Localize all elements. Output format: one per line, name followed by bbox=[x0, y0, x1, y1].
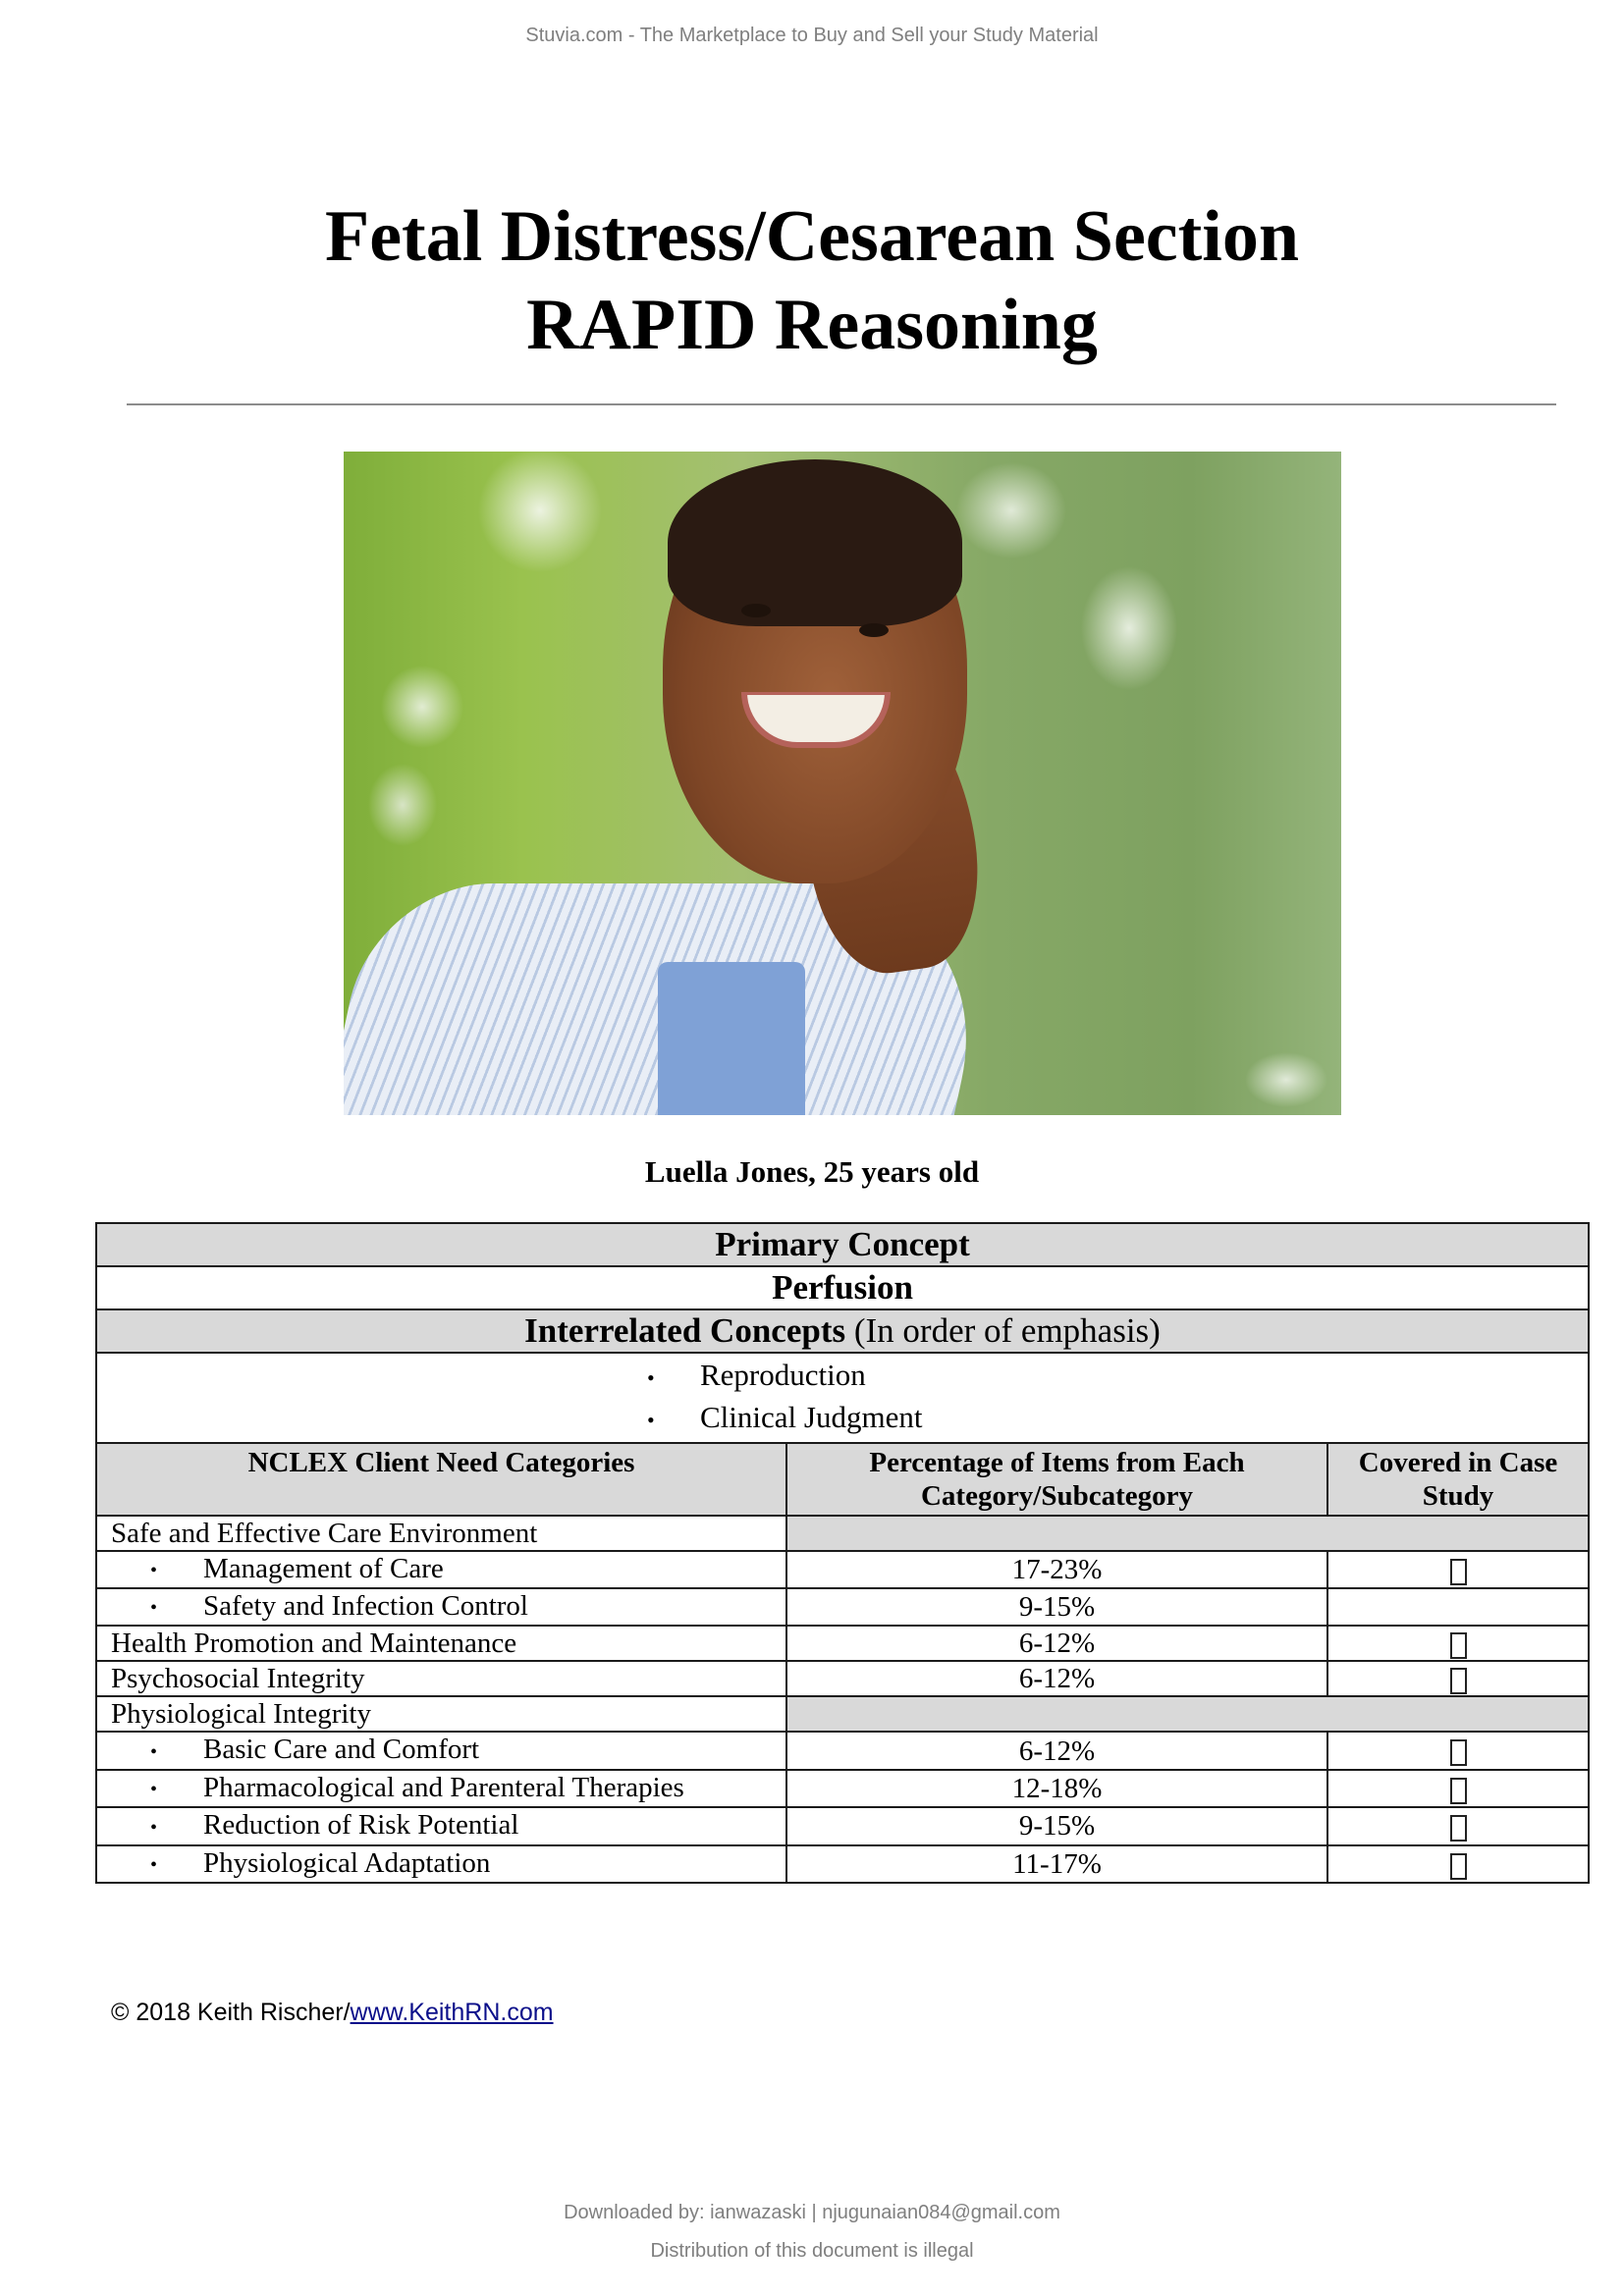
photo-collar bbox=[658, 962, 805, 1115]
nclex-row bbox=[96, 1661, 1589, 1696]
primary-concept-header-row bbox=[96, 1223, 1589, 1266]
bullet-icon: • bbox=[150, 1779, 158, 1801]
nclex-category-label: Psychosocial Integrity bbox=[111, 1663, 365, 1695]
nclex-category-cell bbox=[96, 1770, 786, 1807]
concepts-table bbox=[95, 1222, 1590, 1884]
nclex-percentage-cell: 12-18% bbox=[786, 1770, 1327, 1807]
interrelated-item-label: Clinical Judgment bbox=[700, 1399, 923, 1434]
nclex-row bbox=[96, 1626, 1589, 1661]
copyright-line bbox=[111, 1999, 554, 2027]
photo-eye-left bbox=[741, 604, 771, 617]
nclex-percentage-cell: 6-12% bbox=[786, 1626, 1327, 1661]
nclex-covered-cell bbox=[1327, 1770, 1589, 1807]
nclex-covered-cell bbox=[1327, 1588, 1589, 1626]
nclex-category-label: Basic Care and Comfort bbox=[203, 1734, 480, 1766]
primary-concept-header: Primary Concept bbox=[96, 1223, 1589, 1266]
nclex-category-label: Physiological Adaptation bbox=[203, 1846, 491, 1879]
nclex-header-row bbox=[96, 1443, 1589, 1516]
nclex-category-label: Safety and Infection Control bbox=[203, 1590, 528, 1623]
nclex-category-label: Management of Care bbox=[203, 1552, 444, 1584]
nclex-covered-cell bbox=[1327, 1551, 1589, 1588]
nclex-category-cell bbox=[96, 1516, 786, 1551]
bullet-icon: • bbox=[150, 1740, 158, 1763]
nclex-row bbox=[96, 1807, 1589, 1844]
nclex-category-label: Safe and Effective Care Environment bbox=[111, 1517, 538, 1549]
check-box-icon bbox=[1450, 1815, 1467, 1842]
nclex-category-shaded-cell bbox=[786, 1516, 1589, 1551]
check-box-icon bbox=[1450, 1853, 1467, 1880]
nclex-row bbox=[96, 1551, 1589, 1588]
patient-photo bbox=[344, 452, 1341, 1115]
title-line-1: Fetal Distress/Cesarean Section bbox=[325, 196, 1299, 277]
primary-concept-value-row bbox=[96, 1266, 1589, 1309]
nclex-percentage-cell: 6-12% bbox=[786, 1661, 1327, 1696]
check-box-icon bbox=[1450, 1778, 1467, 1804]
primary-concept-value: Perfusion bbox=[96, 1266, 1589, 1309]
nclex-covered-cell bbox=[1327, 1807, 1589, 1844]
interrelated-item bbox=[97, 1398, 1588, 1440]
nclex-category-cell bbox=[96, 1626, 786, 1661]
distribution-notice: Distribution of this document is illegal bbox=[650, 2240, 974, 2262]
nclex-percentage-cell: 17-23% bbox=[786, 1551, 1327, 1588]
bullet-icon: • bbox=[150, 1853, 158, 1876]
interrelated-header-row bbox=[96, 1309, 1589, 1353]
check-box-icon bbox=[1450, 1632, 1467, 1659]
nclex-covered-cell bbox=[1327, 1732, 1589, 1769]
nclex-covered-cell bbox=[1327, 1626, 1589, 1661]
interrelated-item bbox=[97, 1356, 1588, 1398]
nclex-category-label: Reduction of Risk Potential bbox=[203, 1809, 519, 1842]
nclex-category-shaded-cell bbox=[786, 1696, 1589, 1732]
bullet-icon: • bbox=[150, 1560, 158, 1582]
check-box-icon bbox=[1450, 1559, 1467, 1585]
nclex-percentage-cell: 6-12% bbox=[786, 1732, 1327, 1769]
nclex-percentage-cell: 9-15% bbox=[786, 1588, 1327, 1626]
nclex-category-cell bbox=[96, 1732, 786, 1769]
nclex-row bbox=[96, 1588, 1589, 1626]
downloaded-by-notice: Downloaded by: ianwazaski | njugunaian084@gmail.com bbox=[564, 2202, 1060, 2223]
interrelated-list-row bbox=[96, 1353, 1589, 1443]
stuvia-watermark-header: Stuvia.com - The Marketplace to Buy and Sell your Study Material bbox=[525, 25, 1099, 46]
nclex-row bbox=[96, 1732, 1589, 1769]
nclex-col-header-percentage: Percentage of Items from Each Category/Subcategory bbox=[786, 1443, 1327, 1516]
bullet-icon: • bbox=[647, 1364, 655, 1390]
nclex-category-cell bbox=[96, 1845, 786, 1883]
nclex-percentage-cell: 9-15% bbox=[786, 1807, 1327, 1844]
title-divider bbox=[127, 403, 1556, 405]
title-line-2: RAPID Reasoning bbox=[526, 285, 1098, 365]
nclex-category-label: Pharmacological and Parenteral Therapies bbox=[203, 1771, 684, 1803]
nclex-covered-cell bbox=[1327, 1661, 1589, 1696]
nclex-col-header-covered: Covered in Case Study bbox=[1327, 1443, 1589, 1516]
interrelated-item-label: Reproduction bbox=[700, 1358, 866, 1392]
nclex-row bbox=[96, 1696, 1589, 1732]
keithrn-link[interactable]: www.KeithRN.com bbox=[350, 1999, 554, 2026]
nclex-category-cell bbox=[96, 1588, 786, 1626]
photo-hair bbox=[668, 459, 962, 626]
interrelated-list-cell bbox=[96, 1353, 1589, 1443]
nclex-percentage-cell: 11-17% bbox=[786, 1845, 1327, 1883]
bullet-icon: • bbox=[150, 1816, 158, 1839]
interrelated-concepts-header bbox=[96, 1309, 1589, 1353]
patient-caption: Luella Jones, 25 years old bbox=[644, 1154, 980, 1189]
bullet-icon: • bbox=[150, 1597, 158, 1620]
nclex-row bbox=[96, 1516, 1589, 1551]
document-title bbox=[0, 192, 1624, 369]
bullet-icon: • bbox=[647, 1407, 655, 1432]
interrelated-concepts-list bbox=[97, 1354, 1588, 1442]
copyright-text: © 2018 Keith Rischer/ bbox=[111, 1999, 351, 2026]
nclex-category-cell bbox=[96, 1696, 786, 1732]
nclex-category-label: Health Promotion and Maintenance bbox=[111, 1628, 517, 1660]
nclex-category-cell bbox=[96, 1807, 786, 1844]
nclex-category-cell bbox=[96, 1661, 786, 1696]
photo-eye-right bbox=[859, 623, 889, 637]
nclex-row bbox=[96, 1845, 1589, 1883]
nclex-covered-cell bbox=[1327, 1845, 1589, 1883]
nclex-row bbox=[96, 1770, 1589, 1807]
check-box-icon bbox=[1450, 1739, 1467, 1766]
check-box-icon bbox=[1450, 1668, 1467, 1694]
interrelated-title: Interrelated Concepts bbox=[524, 1311, 846, 1350]
nclex-col-header-categories: NCLEX Client Need Categories bbox=[96, 1443, 786, 1516]
interrelated-note: (In order of emphasis) bbox=[845, 1311, 1161, 1350]
nclex-category-cell bbox=[96, 1551, 786, 1588]
nclex-category-label: Physiological Integrity bbox=[111, 1698, 371, 1731]
